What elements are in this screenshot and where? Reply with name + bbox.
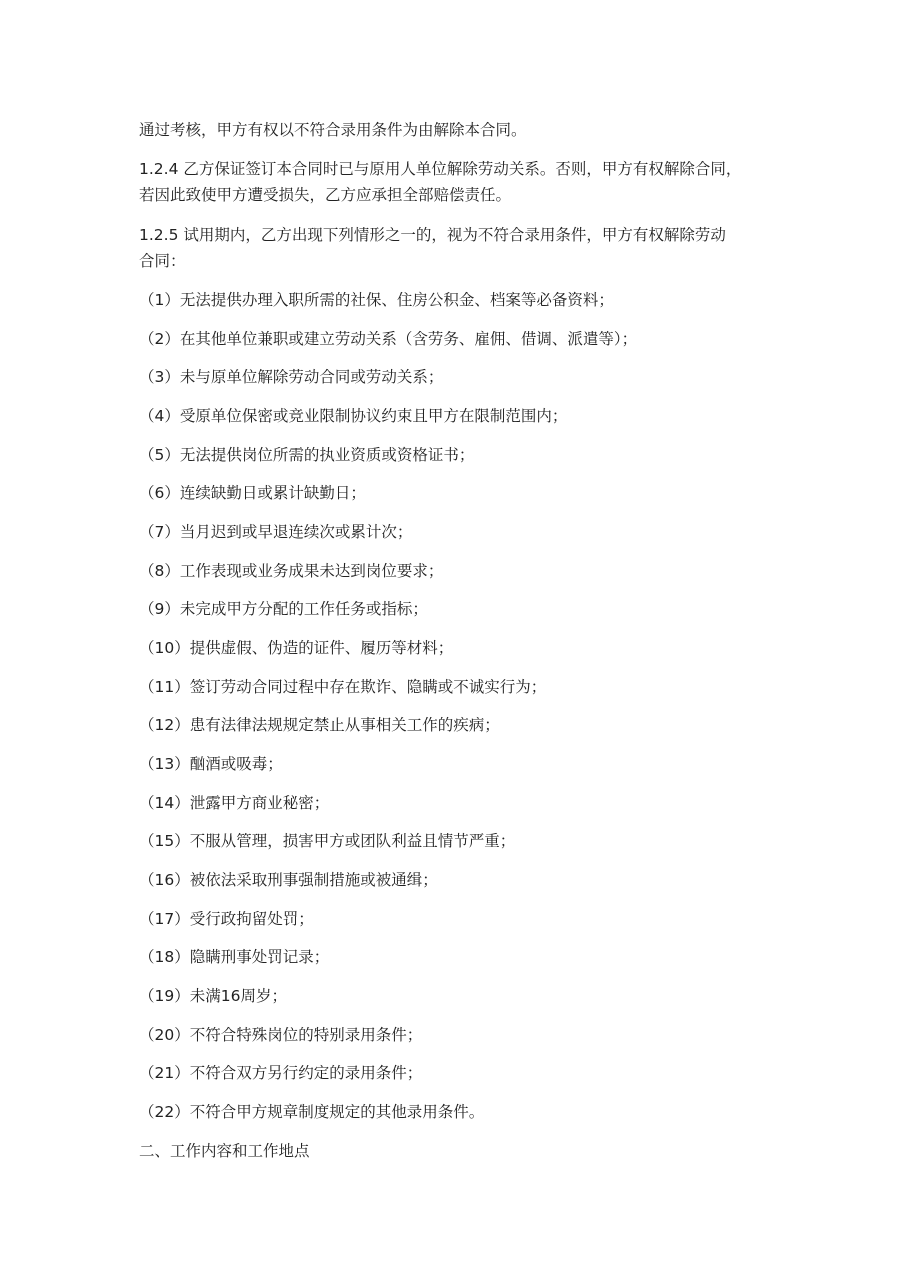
list-item: （11）签订劳动合同过程中存在欺诈、隐瞒或不诚实行为； [139,678,547,696]
list-item: （10）提供虚假、伪造的证件、履历等材料； [139,639,454,657]
list-item: （15）不服从管理，损害甲方或团队利益且情节严重； [139,832,516,850]
list-item: （17）受行政拘留处罚； [139,910,314,928]
list-item: （21）不符合双方另行约定的录用条件； [139,1064,423,1082]
paragraph-probation-assessment [139,117,779,143]
list-item: （8）工作表现或业务成果未达到岗位要求； [139,562,444,580]
list-item: （18）隐瞒刑事处罚记录； [139,948,330,966]
list-item: （5）无法提供岗位所需的执业资质或资格证书； [139,446,475,464]
clause-1-2-4-line-2: 若因此致使甲方遭受损失，乙方应承担全部赔偿责任。 [139,186,512,204]
list-item: （7）当月迟到或早退连续次或累计次； [139,523,413,541]
list-item: （4）受原单位保密或竞业限制协议约束且甲方在限制范围内； [139,407,568,425]
clause-1-2-5 [139,222,779,274]
list-item: （3）未与原单位解除劳动合同或劳动关系； [139,368,444,386]
clause-1-2-4-line-1: 1.2.4 乙方保证签订本合同时已与原用人单位解除劳动关系。否则，甲方有权解除合同， [139,160,742,178]
list-item: （20）不符合特殊岗位的特别录用条件； [139,1026,423,1044]
paragraph-text: 通过考核，甲方有权以不符合录用条件为由解除本合同。 [139,121,527,139]
list-item: （19）未满16周岁； [139,987,287,1005]
list-item: （16）被依法采取刑事强制措施或被通缉； [139,871,438,889]
section-heading: 二、工作内容和工作地点 [139,1142,310,1160]
clause-1-2-4 [139,156,779,208]
list-item: （14）泄露甲方商业秘密； [139,794,330,812]
list-item: （1）无法提供办理入职所需的社保、住房公积金、档案等必备资料； [139,291,614,309]
list-item: （6）连续缺勤日或累计缺勤日； [139,484,366,502]
list-item: （13）酗酒或吸毒； [139,755,283,773]
list-item: （2）在其他单位兼职或建立劳动关系（含劳务、雇佣、借调、派遣等）； [139,330,638,348]
list-item: （22）不符合甲方规章制度规定的其他录用条件。 [139,1103,485,1121]
list-item: （12）患有法律法规规定禁止从事相关工作的疾病； [139,716,500,734]
list-item: （9）未完成甲方分配的工作任务或指标； [139,600,428,618]
clause-1-2-5-line-2: 合同： [139,252,186,270]
clause-1-2-5-line-1: 1.2.5 试用期内，乙方出现下列情形之一的，视为不符合录用条件，甲方有权解除劳动 [139,226,726,244]
